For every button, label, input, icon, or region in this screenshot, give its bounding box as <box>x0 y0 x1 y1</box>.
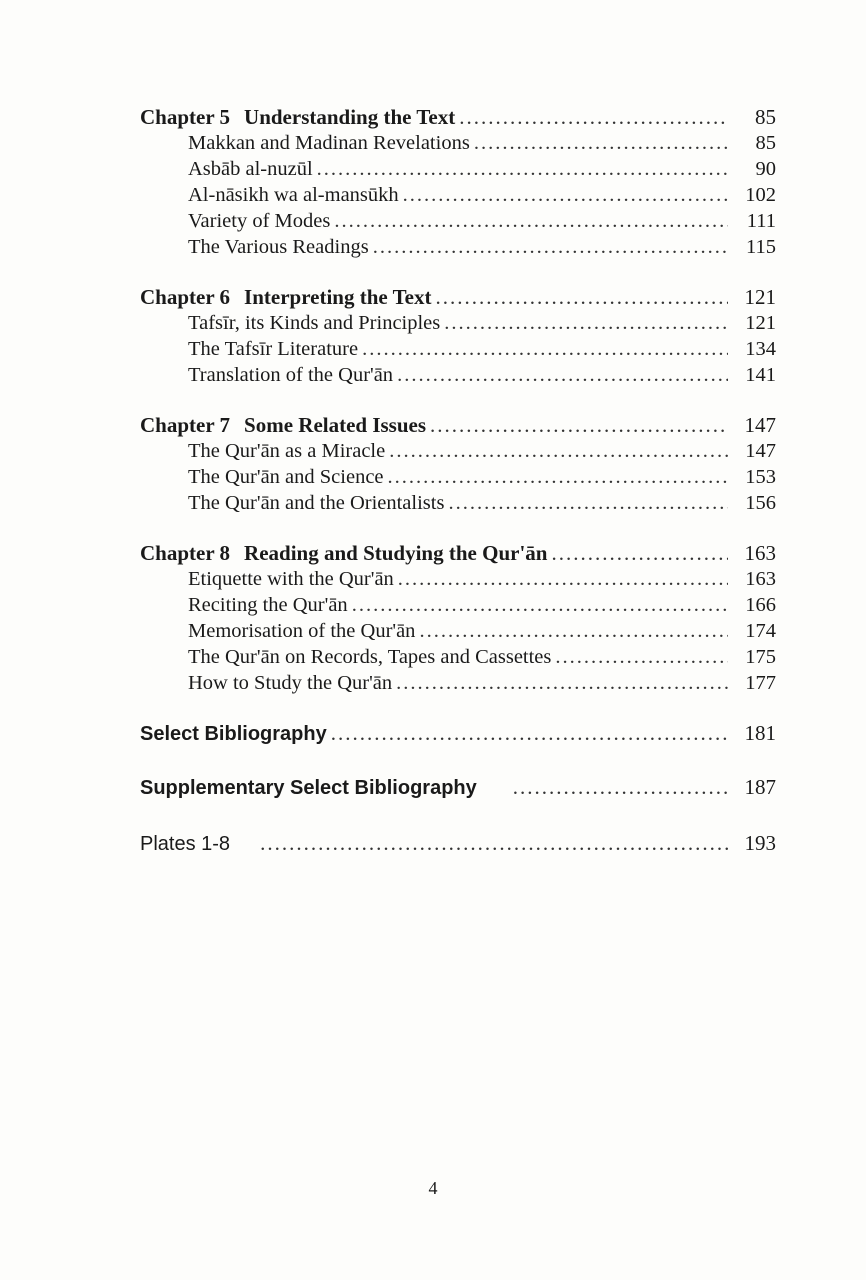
entry-title: Tafsīr, its Kinds and Principles <box>188 312 441 334</box>
toc-entry <box>140 156 780 182</box>
leader-dots <box>396 670 728 696</box>
entry-title: Makkan and Madinan Revelations <box>188 132 470 154</box>
chapter-title: Reading and Studying the Qur'ān <box>244 541 548 565</box>
chapter-label: Chapter 5 <box>140 105 231 129</box>
page-number: 174 <box>745 620 776 642</box>
leader-dots <box>474 130 728 156</box>
chapter-6-section <box>140 284 780 388</box>
entry-title: The Qur'ān on Records, Tapes and Cassettes <box>188 646 552 668</box>
page-number: 187 <box>744 775 776 799</box>
page-number: 141 <box>745 364 776 386</box>
chapter-8-section <box>140 540 780 696</box>
leader-dots <box>389 438 728 464</box>
chapter-title: Interpreting the Text <box>244 285 432 309</box>
toc-entry <box>140 182 780 208</box>
entry-title: Al-nāsikh wa al-mansūkh <box>188 184 399 206</box>
chapter-title: Some Related Issues <box>244 413 427 437</box>
leader-dots <box>419 618 728 644</box>
leader-dots <box>388 464 728 490</box>
toc-chapter-row <box>140 284 780 310</box>
toc-chapter-row <box>140 412 780 438</box>
leader-dots <box>362 336 728 362</box>
supplementary-bibliography-section <box>140 774 780 800</box>
page-number: 156 <box>745 492 776 514</box>
toc-entry <box>140 774 780 800</box>
leader-dots <box>430 412 728 438</box>
leader-dots <box>403 182 728 208</box>
entry-title: The Tafsīr Literature <box>188 338 359 360</box>
entry-title: Translation of the Qur'ān <box>188 364 394 386</box>
leader-dots <box>373 234 728 260</box>
leader-dots <box>331 720 728 746</box>
bibliography-section <box>140 720 780 746</box>
page-number: 90 <box>755 158 776 180</box>
toc-entry <box>140 234 780 260</box>
page-number: 115 <box>746 236 776 258</box>
entry-title: Plates 1-8 <box>140 833 231 855</box>
toc-entry <box>140 592 780 618</box>
toc-entry <box>140 830 780 856</box>
entry-title: Select Bibliography <box>140 723 327 745</box>
entry-title: Memorisation of the Qur'ān <box>188 620 416 642</box>
leader-dots <box>551 540 728 566</box>
leader-dots <box>397 362 728 388</box>
page-number: 102 <box>745 184 776 206</box>
toc-entry <box>140 618 780 644</box>
leader-dots <box>398 566 728 592</box>
entry-title: Variety of Modes <box>188 210 331 232</box>
entry-title: The Qur'ān as a Miracle <box>188 440 386 462</box>
plates-section <box>140 830 780 856</box>
leader-dots <box>444 310 728 336</box>
leader-dots <box>459 104 728 130</box>
toc-entry <box>140 130 780 156</box>
page-folio: 4 <box>428 1178 438 1198</box>
toc-entry <box>140 720 780 746</box>
chapter-title: Understanding the Text <box>244 105 456 129</box>
toc-entry <box>140 438 780 464</box>
page-number: 175 <box>745 646 776 668</box>
toc-chapter-row <box>140 104 780 130</box>
page-number: 193 <box>744 831 776 855</box>
toc-entry <box>140 670 780 696</box>
page-number: 121 <box>744 285 776 309</box>
entry-title: The Qur'ān and the Orientalists <box>188 492 445 514</box>
toc-entry <box>140 644 780 670</box>
chapter-label: Chapter 8 <box>140 541 231 565</box>
entry-title: Etiquette with the Qur'ān <box>188 568 394 590</box>
page-number: 163 <box>744 541 776 565</box>
toc-entry <box>140 464 780 490</box>
chapter-5-section <box>140 104 780 260</box>
leader-dots <box>513 774 728 800</box>
entry-title: The Various Readings <box>188 236 369 258</box>
leader-dots <box>435 284 728 310</box>
chapter-7-section <box>140 412 780 516</box>
page-number: 177 <box>745 672 776 694</box>
page-number: 111 <box>746 210 776 232</box>
page-number: 163 <box>745 568 776 590</box>
page-number: 85 <box>755 132 776 154</box>
page-number: 153 <box>745 466 776 488</box>
toc-entry <box>140 310 780 336</box>
toc-entry <box>140 336 780 362</box>
entry-title: The Qur'ān and Science <box>188 466 384 488</box>
leader-dots <box>448 490 728 516</box>
table-of-contents <box>140 104 780 878</box>
page-number: 134 <box>745 338 776 360</box>
entry-title: Supplementary Select Bibliography <box>140 777 477 799</box>
leader-dots <box>555 644 728 670</box>
toc-chapter-row <box>140 540 780 566</box>
toc-entry <box>140 208 780 234</box>
page-number: 147 <box>744 413 776 437</box>
entry-title: How to Study the Qur'ān <box>188 672 393 694</box>
page-number: 121 <box>745 312 776 334</box>
chapter-label: Chapter 7 <box>140 413 231 437</box>
entry-title: Asbāb al-nuzūl <box>188 158 313 180</box>
page-number: 147 <box>745 440 776 462</box>
chapter-label: Chapter 6 <box>140 285 231 309</box>
toc-entry <box>140 490 780 516</box>
leader-dots <box>260 830 728 856</box>
page-number: 85 <box>755 105 776 129</box>
leader-dots <box>352 592 728 618</box>
toc-entry <box>140 362 780 388</box>
page-number: 181 <box>744 721 776 745</box>
leader-dots <box>334 208 728 234</box>
page-number: 166 <box>745 594 776 616</box>
entry-title: Reciting the Qur'ān <box>188 594 348 616</box>
leader-dots <box>317 156 728 182</box>
toc-entry <box>140 566 780 592</box>
